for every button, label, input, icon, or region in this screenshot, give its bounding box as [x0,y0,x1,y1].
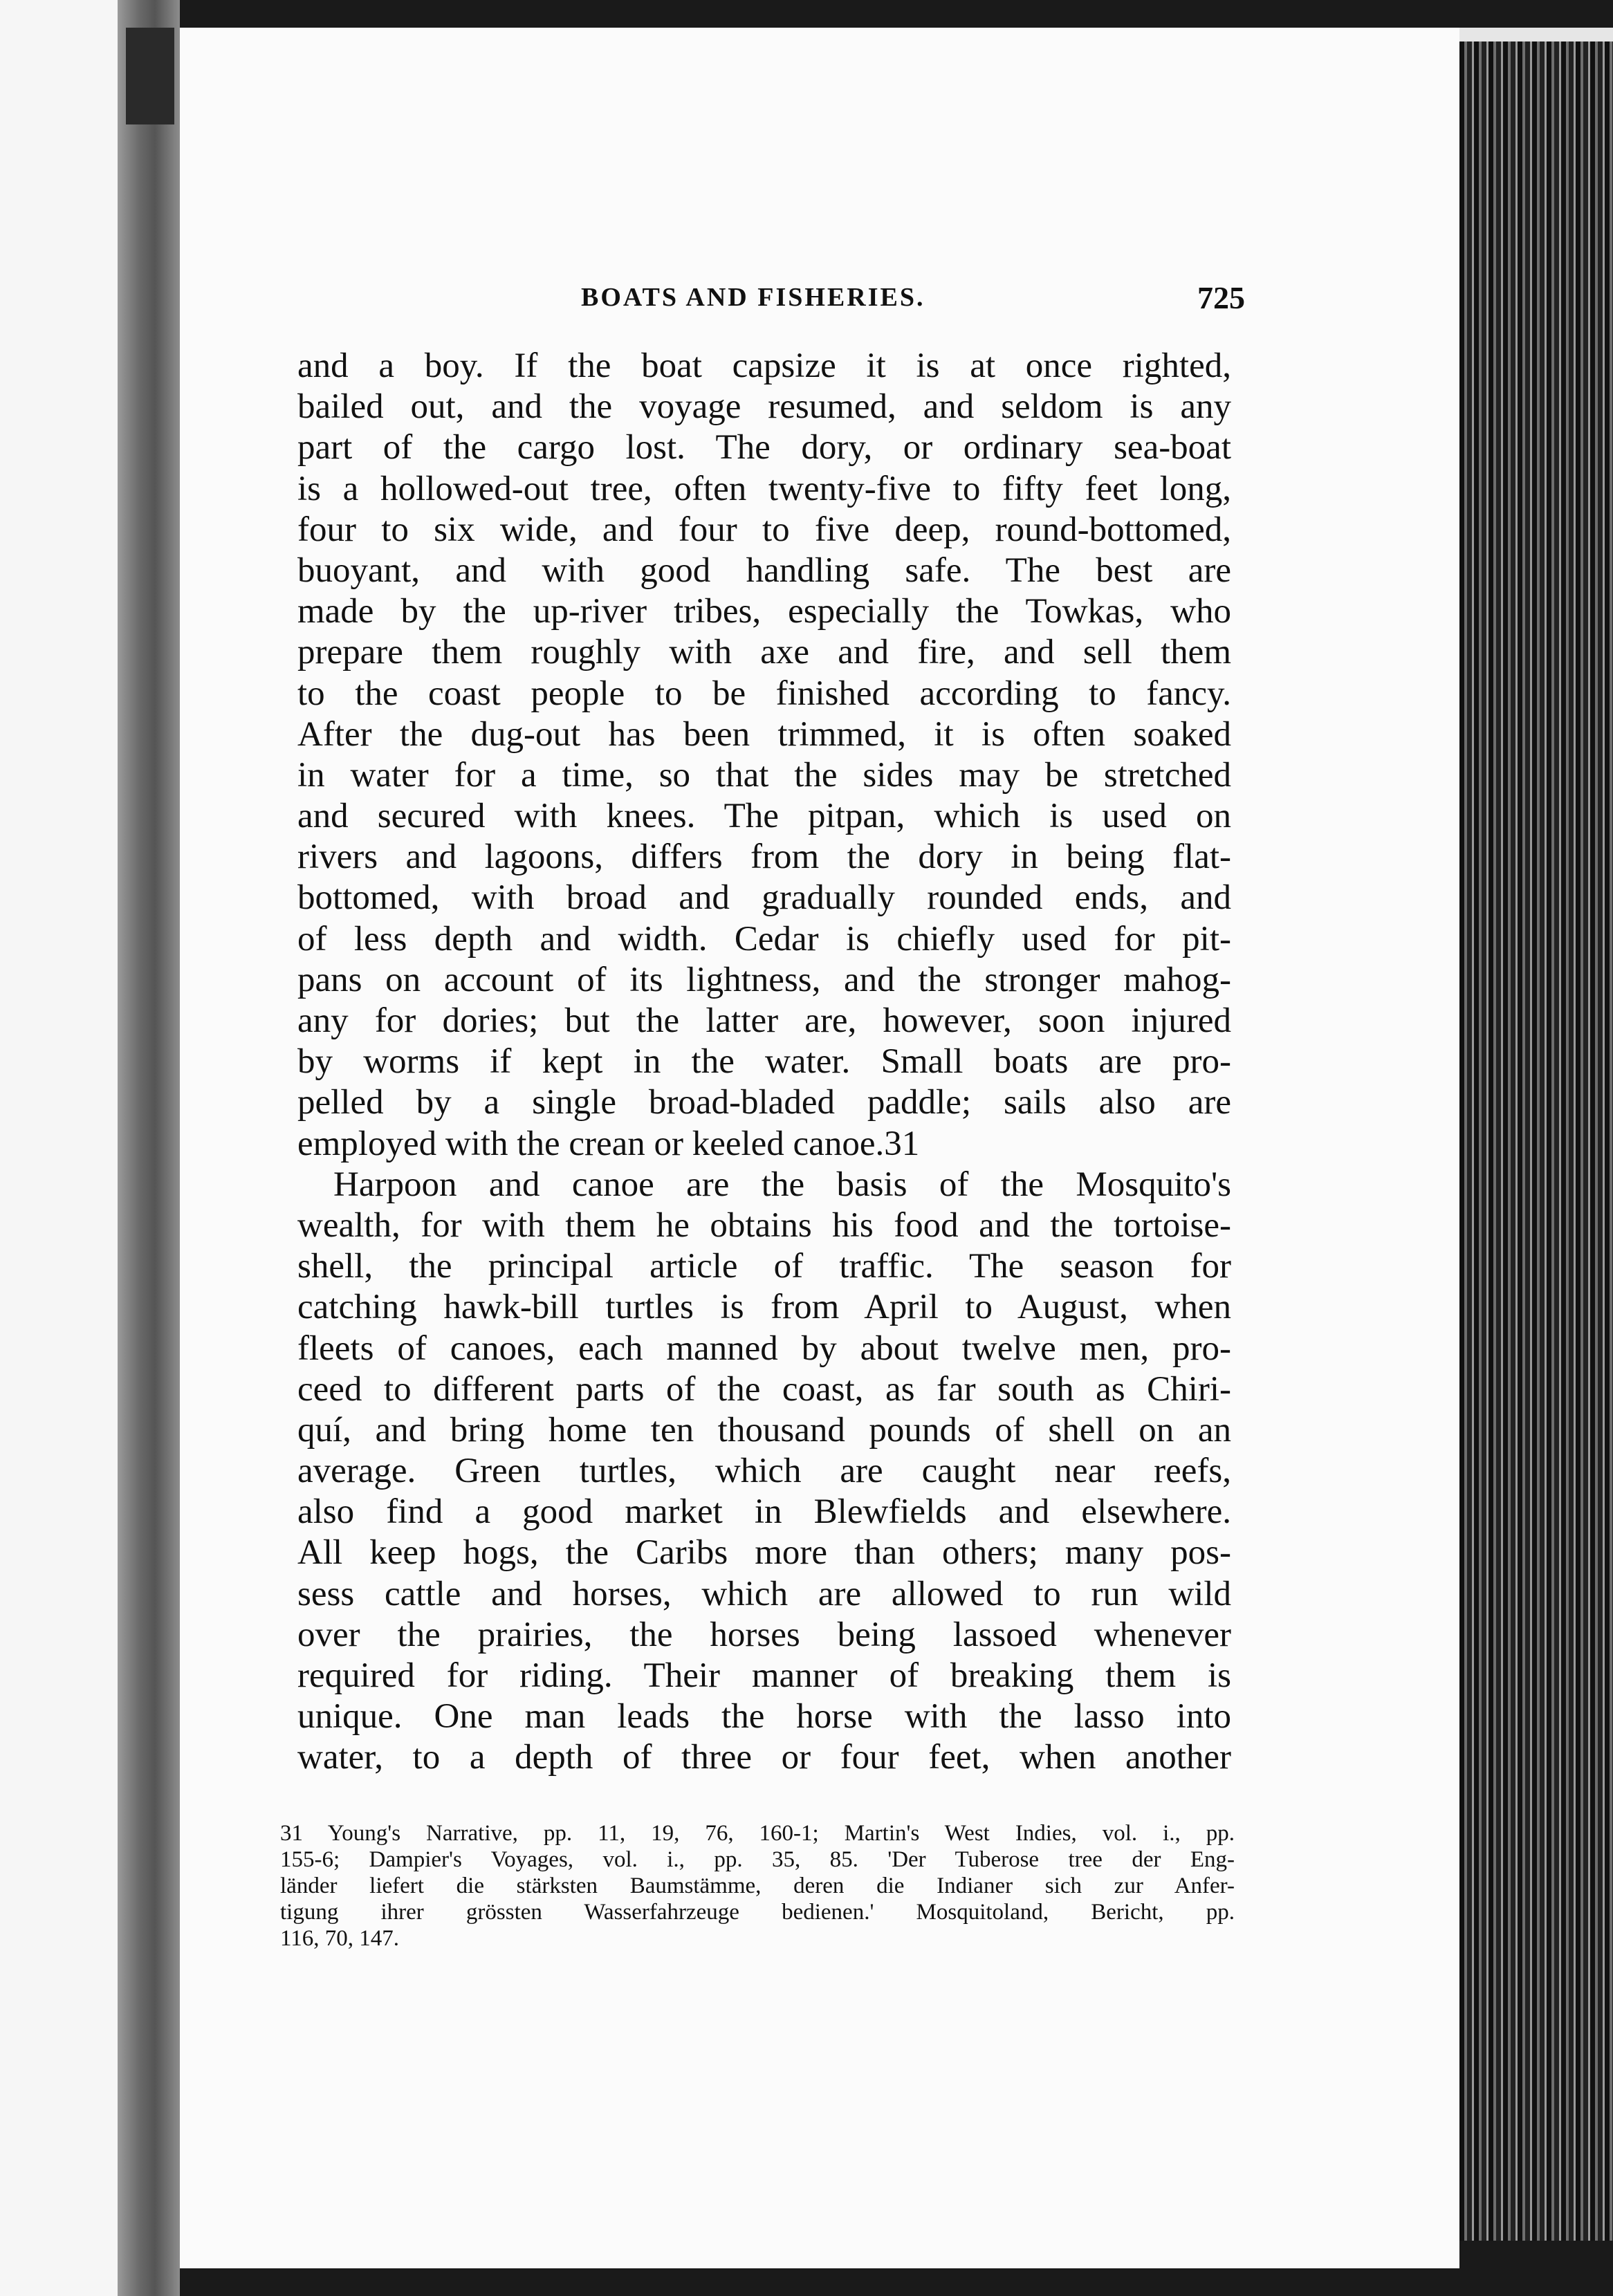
text-line: ceed to different parts of the coast, as far south as Chiri- [297,1369,1231,1409]
text-line: required for riding. Their manner of breaking them is [297,1656,1231,1695]
page-number: 725 [1197,280,1245,315]
text-line: made by the up-river tribes, especially the Towkas, who [297,592,1231,631]
text-line: quí, and bring home ten thousand pounds of shell on an [297,1410,1231,1450]
text-line: of less depth and width. Cedar is chiefly used for pit- [297,919,1231,959]
text-line: rivers and lagoons, differs from the dory in being flat- [297,837,1231,877]
footnote-line: 155-6; Dampier's Voyages, vol. i., pp. 35, 85. 'Der Tuberose tree der Eng- [280,1847,1235,1872]
facing-page-edge [0,0,118,2296]
text-line: pans on account of its lightness, and the stronger mahog- [297,960,1231,999]
text-line: buoyant, and with good handling safe. The best are [297,550,1231,590]
body-text [297,346,1231,1779]
text-line: any for dories; but the latter are, however, soon injured [297,1001,1231,1040]
text-line: water, to a depth of three or four feet, when another [297,1738,1231,1777]
running-head-title: BOATS AND FISHERIES. [581,283,925,312]
text-line: shell, the principal article of traffic. The season for [297,1247,1231,1286]
text-line: pelled by a single broad-bladed paddle; sails also are [297,1083,1231,1122]
text-line: also find a good market in Blewfields and elsewhere. [297,1492,1231,1532]
gutter-shadow [126,28,174,124]
text-line: unique. One man leads the horse with the lasso into [297,1697,1231,1737]
text-line: average. Green turtles, which are caught near reefs, [297,1452,1231,1491]
text-line: All keep hogs, the Caribs more than others; many pos- [297,1533,1231,1573]
text-line: is a hollowed-out tree, often twenty-five to fifty feet long, [297,469,1231,508]
text-line: in water for a time, so that the sides may be stretched [297,755,1231,795]
book-gutter [118,0,180,2296]
text-line: and secured with knees. The pitpan, which is used on [297,797,1231,836]
text-line: bailed out, and the voyage resumed, and seldom is any [297,387,1231,427]
footnote-line: 31 Young's Narrative, pp. 11, 19, 76, 160-1; Martin's West Indies, vol. i., pp. [280,1821,1235,1846]
text-line: catching hawk-bill turtles is from April to August, when [297,1288,1231,1327]
text-line: bottomed, with broad and gradually rounded ends, and [297,878,1231,918]
text-line: part of the cargo lost. The dory, or ordinary sea-boat [297,428,1231,467]
footnote-line: länder liefert die stärksten Baumstämme, deren die Indianer sich zur Anfer- [280,1873,1235,1898]
text-line: by worms if kept in the water. Small boats are pro- [297,1042,1231,1082]
footnote-line: tigung ihrer grössten Wasserfahrzeuge bedienen.' Mosquitoland, Bericht, pp. [280,1900,1235,1925]
text-line: to the coast people to be finished according to fancy. [297,674,1231,713]
text-line: employed with the crean or keeled canoe.31 [297,1124,920,1163]
text-line: four to six wide, and four to five deep, round-bottomed, [297,510,1231,549]
text-line: and a boy. If the boat capsize it is at once righted, [297,346,1231,385]
paragraph-start-line: Harpoon and canoe are the basis of the Mosquito's [333,1165,1231,1204]
text-line: prepare them roughly with axe and fire, and sell them [297,633,1231,672]
text-line: After the dug-out has been trimmed, it is often soaked [297,714,1231,754]
footnotes [280,1820,1235,1952]
text-line: over the prairies, the horses being lassoed whenever [297,1615,1231,1654]
text-line: wealth, for with them he obtains his food and the tortoise- [297,1205,1231,1245]
footnote-line: 116, 70, 147. [280,1926,400,1951]
text-line: fleets of canoes, each manned by about twelve men, pro- [297,1328,1231,1368]
page-block-edges [1459,41,1613,2241]
running-head [581,282,1245,324]
text-line: sess cattle and horses, which are allowed to run wild [297,1574,1231,1613]
